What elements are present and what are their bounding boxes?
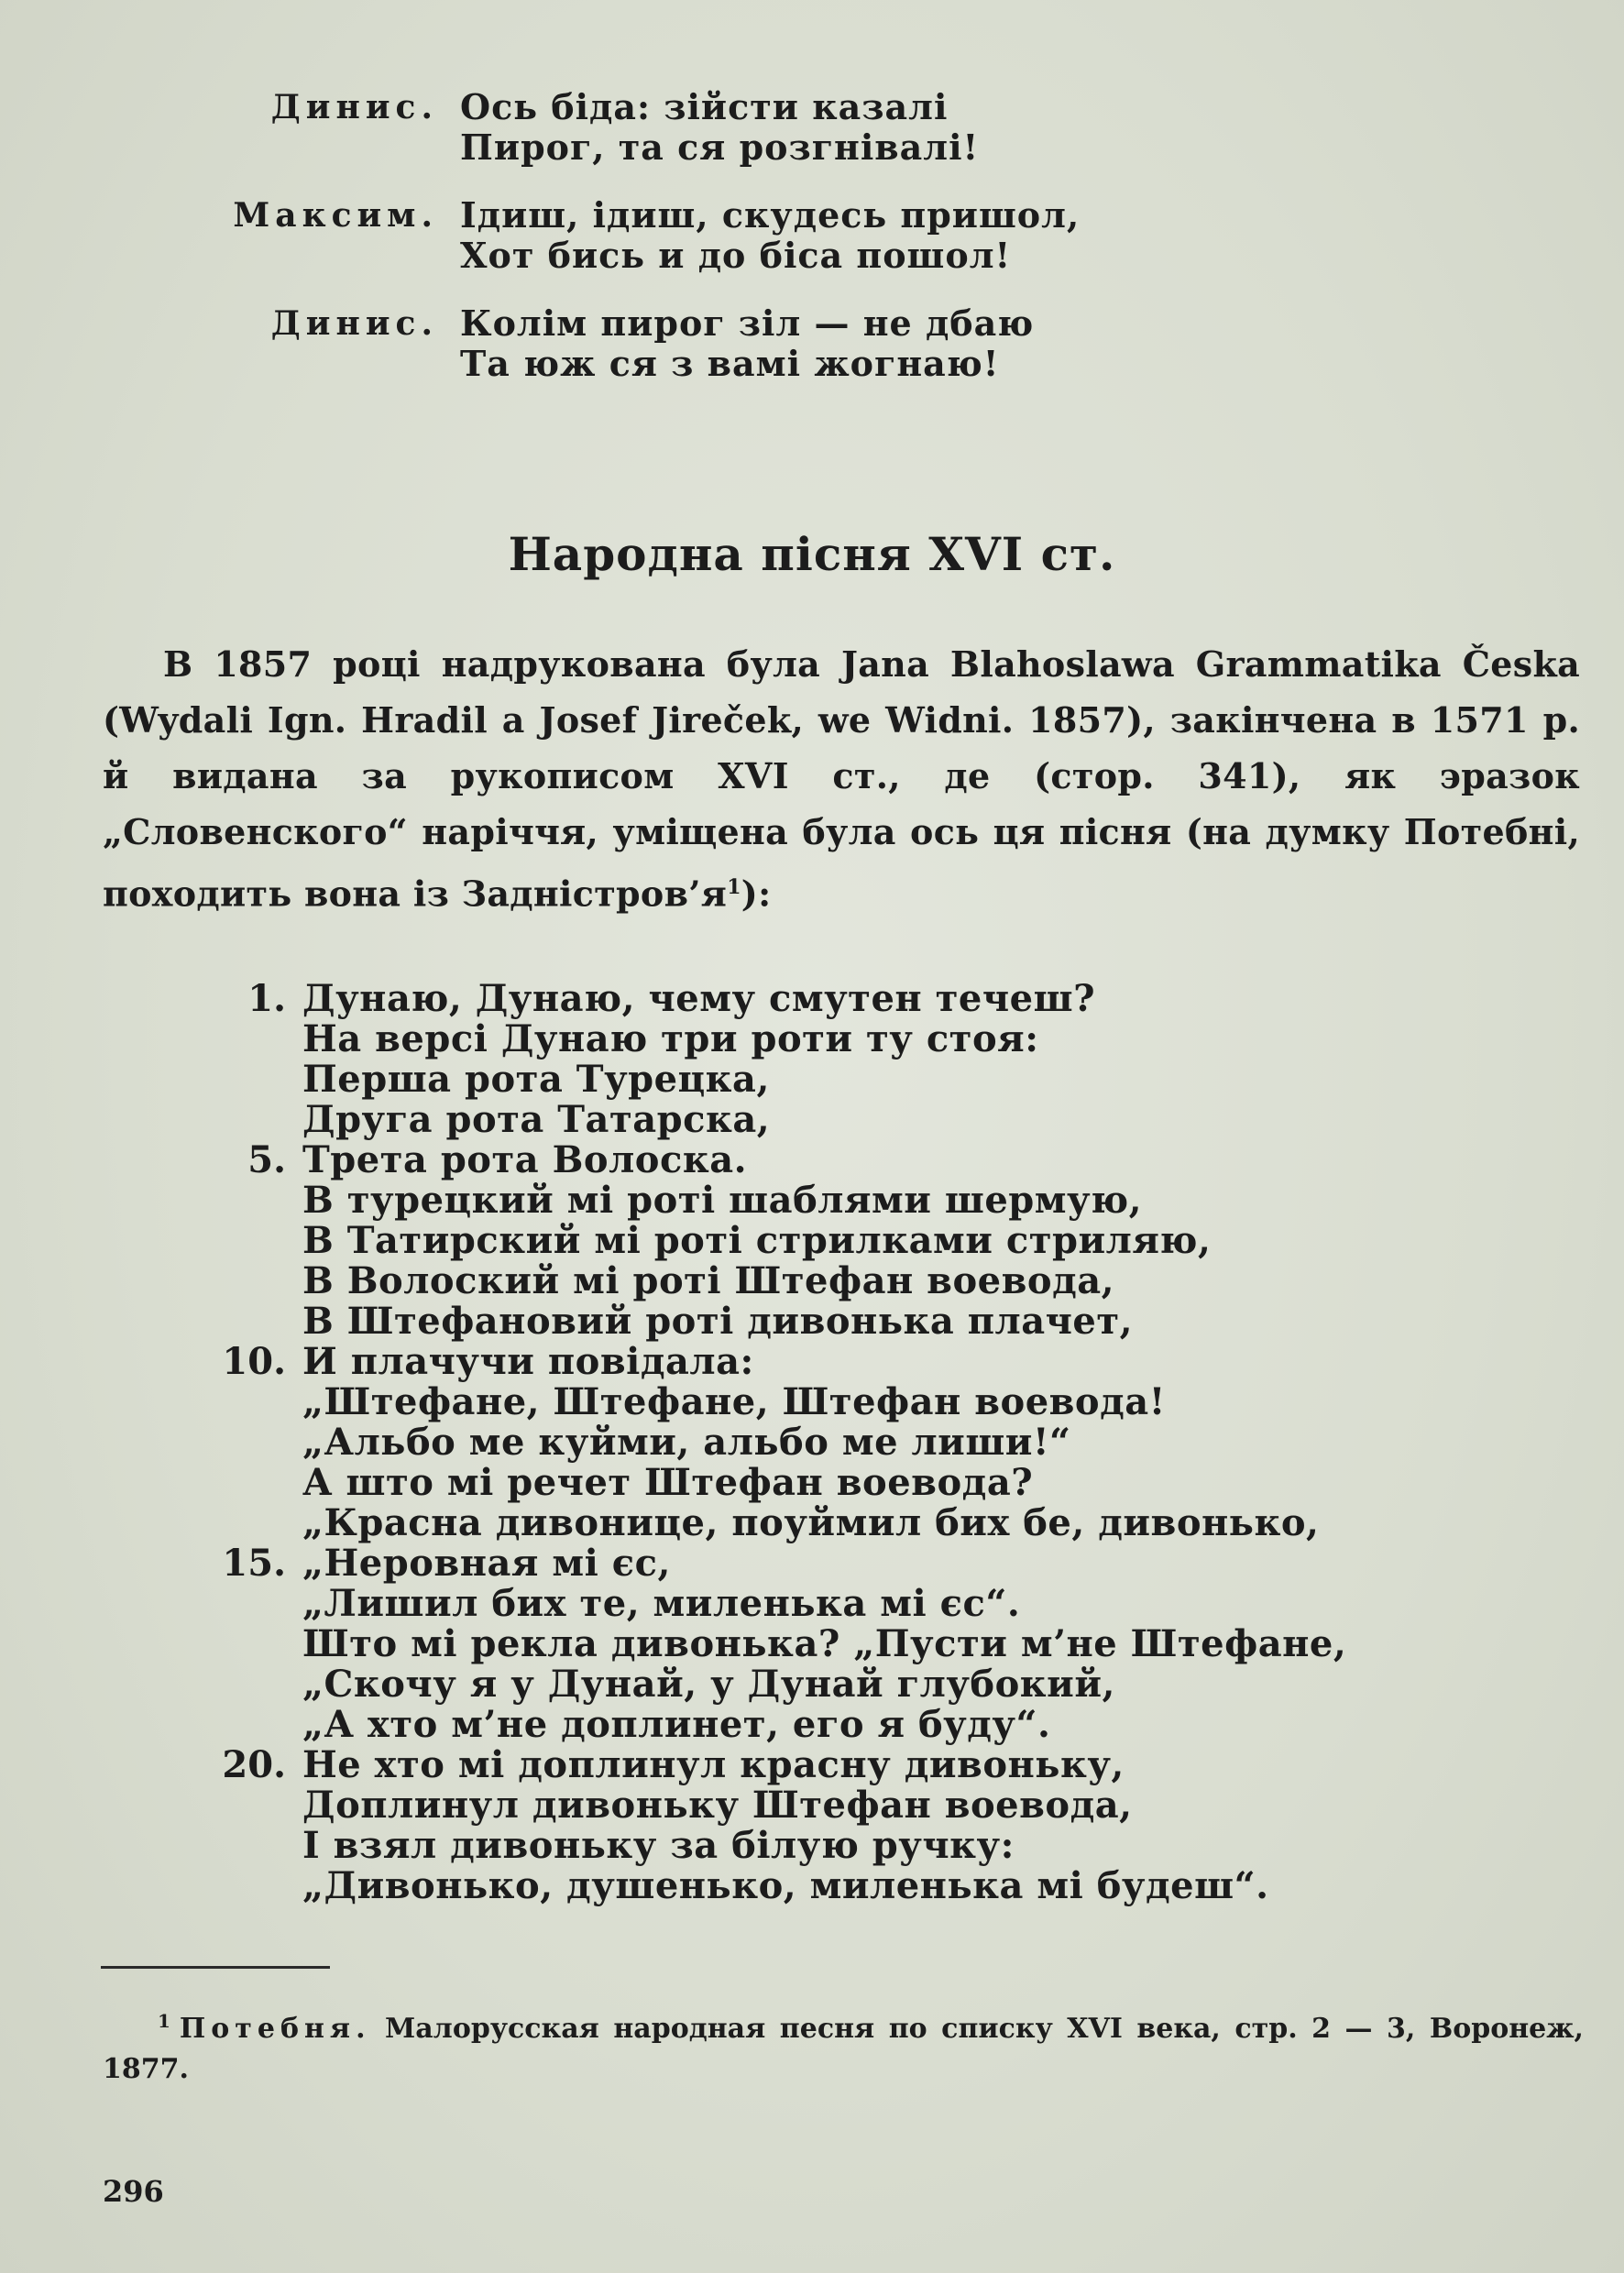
poem-line xyxy=(0,1826,1624,1866)
poem-line xyxy=(0,1019,1624,1060)
poem-line xyxy=(0,979,1624,1019)
speaker-name: Динис. xyxy=(270,304,438,343)
line-number: 1. xyxy=(247,977,286,1020)
poem-line-text: Перша рота Турецка, xyxy=(302,1058,770,1101)
poem-line-text: В Штефановий роті дивонька плачет, xyxy=(302,1300,1134,1343)
poem-line-text: „Лишил бих те, миленька мі єс“. xyxy=(302,1582,1021,1625)
poem-line-text: А што мі речет Штефан воевода? xyxy=(302,1461,1034,1504)
poem-line-text: „А хто м’не доплинет, его я буду“. xyxy=(302,1703,1051,1746)
poem-line xyxy=(0,1664,1624,1705)
line-number xyxy=(0,1221,302,1261)
poem-line-text: „Красна дивонице, поуймил бих бе, дивонько, xyxy=(302,1501,1320,1544)
dialogue-line: Пирог, та ся розгнівалі! xyxy=(460,126,980,168)
footnote-mark: 1 xyxy=(158,2010,170,2032)
poem-line xyxy=(0,1301,1624,1342)
poem-line xyxy=(0,1584,1624,1624)
line-number: 10. xyxy=(222,1340,286,1383)
poem-line-text: И плачучи повідала: xyxy=(302,1340,754,1383)
intro-paragraph xyxy=(103,636,1580,922)
poem-line-text: „Штефане, Штефане, Штефан воевода! xyxy=(302,1380,1166,1423)
poem-line xyxy=(0,1180,1624,1221)
line-number xyxy=(0,1422,302,1463)
line-number xyxy=(0,1463,302,1503)
poem-line xyxy=(0,1503,1624,1543)
line-number xyxy=(0,1826,302,1866)
line-number: 15. xyxy=(222,1542,286,1585)
poem-line xyxy=(0,1422,1624,1463)
poem-line-text: „Альбо ме куйми, альбо ме лиши!“ xyxy=(302,1421,1071,1464)
intro-text-end: ): xyxy=(741,873,772,915)
dialogue-line: Ідиш, ідиш, скудесь пришол, xyxy=(460,194,1081,236)
poem-line-text: Што мі рекла дивонька? „Пусти м’не Штефане, xyxy=(302,1622,1347,1665)
poem-line xyxy=(0,1624,1624,1664)
intro-text: В 1857 році надрукована була Jana Blahoslawa Grammatika Česka (Wydali Ign. Hradil a Josef Jireček, we Widni. 1857), закінчена в 1571 р. й видана за рукописом XVI ст., де (стор. 341), як эразок „Словенского“ наріччя, уміщена була ось ця пісня (на думку Потебні, походить вона із Задністров’я xyxy=(103,643,1580,915)
poem-line-text: „Скочу я у Дунай, у Дунай глубокий, xyxy=(302,1663,1115,1706)
speaker-name: Динис. xyxy=(270,88,438,126)
dialogue-line: Колім пирог зіл — не дбаю xyxy=(460,302,1035,344)
line-number xyxy=(0,1100,302,1140)
poem-line-text: Доплинул дивоньку Штефан воевода, xyxy=(302,1784,1133,1827)
dialogue-speech xyxy=(0,303,1624,384)
dialogue-block xyxy=(0,87,1624,412)
poem-line xyxy=(0,1100,1624,1140)
poem-line-text: „Неровная мі єс, xyxy=(302,1542,671,1585)
poem-line-text: І взял дивоньку за білую ручку: xyxy=(302,1824,1015,1867)
poem-line-text: Трета рота Волоска. xyxy=(302,1138,748,1181)
line-number xyxy=(0,1624,302,1664)
footnote-reference: 1 xyxy=(727,875,741,899)
line-number xyxy=(0,1382,302,1422)
poem-line-text: В Татирский мі роті стрилками стриляю, xyxy=(302,1219,1212,1262)
poem-line xyxy=(0,1261,1624,1301)
poem-line xyxy=(0,1785,1624,1826)
footnote-author: Потебня. xyxy=(179,2013,371,2045)
poem xyxy=(0,979,1624,1906)
footnote xyxy=(103,2001,1584,2090)
dialogue-line: Ось біда: зійсти казалі xyxy=(460,86,949,127)
line-number xyxy=(0,1705,302,1745)
line-number xyxy=(0,1664,302,1705)
line-number xyxy=(0,1584,302,1624)
poem-line-text: На версі Дунаю три роти ту стоя: xyxy=(302,1017,1039,1060)
line-number xyxy=(0,1866,302,1906)
poem-line xyxy=(0,1382,1624,1422)
line-number xyxy=(0,1503,302,1543)
speaker-name: Максим. xyxy=(233,196,438,235)
poem-line-text: Друга рота Татарска, xyxy=(302,1098,771,1141)
line-number xyxy=(0,1060,302,1100)
line-number xyxy=(0,1180,302,1221)
poem-line-text: В турецкий мі роті шаблями шермую, xyxy=(302,1179,1143,1222)
poem-line-text: Дунаю, Дунаю, чему смутен течеш? xyxy=(302,977,1096,1020)
poem-line xyxy=(0,1745,1624,1785)
footnote-divider xyxy=(101,1966,330,1969)
footnote-text: Малорусская народная песня по списку XVI века, стр. 2 — 3, Воронеж, 1877. xyxy=(103,2013,1584,2085)
poem-line xyxy=(0,1140,1624,1180)
poem-line xyxy=(0,1866,1624,1906)
dialogue-line: Хот бись и до біса пошол! xyxy=(460,235,1012,276)
dialogue-speech xyxy=(0,87,1624,168)
line-number xyxy=(0,1019,302,1060)
poem-line xyxy=(0,1705,1624,1745)
poem-line xyxy=(0,1543,1624,1584)
page-number: 296 xyxy=(103,2174,164,2209)
line-number: 20. xyxy=(222,1743,286,1786)
dialogue-speech xyxy=(0,195,1624,276)
dialogue-line: Та юж ся з вамі жогнаю! xyxy=(460,343,1000,384)
poem-line xyxy=(0,1060,1624,1100)
line-number xyxy=(0,1785,302,1826)
section-heading: Народна пісня XVI ст. xyxy=(508,527,1116,581)
poem-line xyxy=(0,1342,1624,1382)
poem-line xyxy=(0,1463,1624,1503)
line-number xyxy=(0,1261,302,1301)
poem-line-text: В Волоский мі роті Штефан воевода, xyxy=(302,1259,1115,1302)
poem-line-text: „Дивонько, душенько, миленька мі будеш“. xyxy=(302,1864,1269,1907)
poem-line-text: Не хто мі доплинул красну дивоньку, xyxy=(302,1743,1125,1786)
line-number: 5. xyxy=(247,1138,286,1181)
line-number xyxy=(0,1301,302,1342)
poem-line xyxy=(0,1221,1624,1261)
